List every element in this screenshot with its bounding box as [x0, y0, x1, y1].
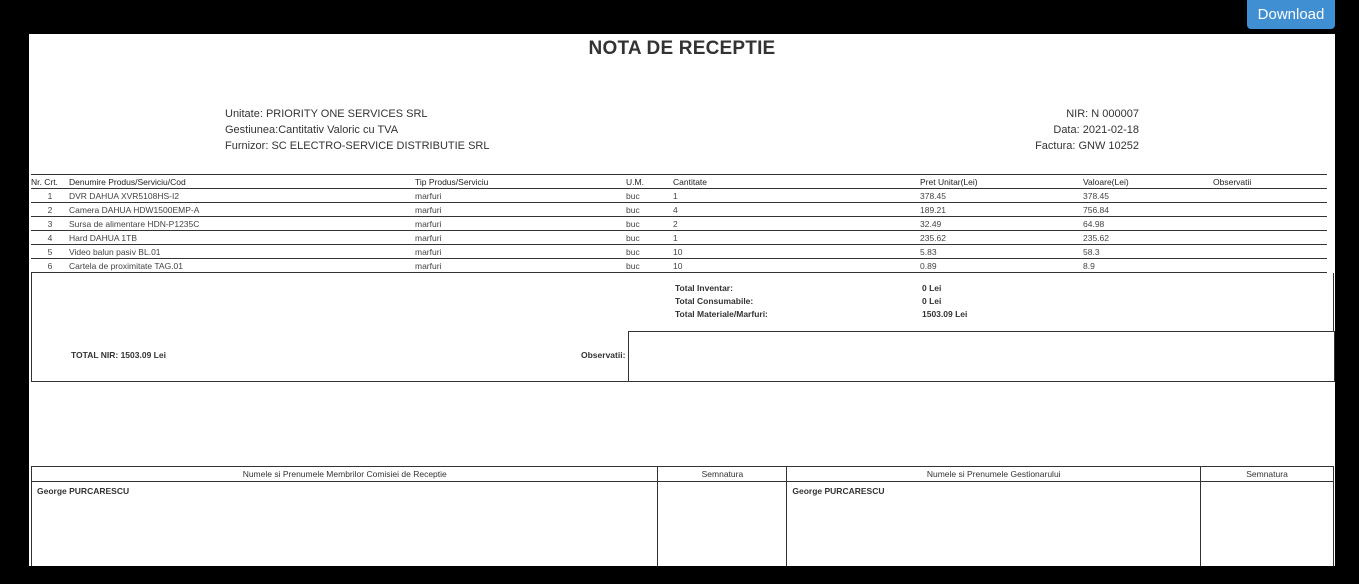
observatii-box: [628, 331, 1335, 382]
cell-um: buc: [626, 259, 673, 273]
col-um: U.M.: [626, 175, 673, 189]
cell-obs: [1213, 203, 1327, 217]
products-table: [31, 174, 1327, 273]
total-consumabile-value: 0 Lei: [922, 296, 942, 306]
col-tip: Tip Produs/Serviciu: [415, 175, 626, 189]
comisie-signature-cell: [658, 482, 787, 567]
cell-obs: [1213, 259, 1327, 273]
table-row: [31, 245, 1327, 259]
download-button[interactable]: Download: [1247, 0, 1335, 29]
cell-qty: 1: [673, 189, 920, 203]
cell-valoare: 756.84: [1083, 203, 1213, 217]
cell-pret: 189.21: [920, 203, 1083, 217]
total-materiale-value: 1503.09 Lei: [922, 309, 968, 319]
col-cantitate: Cantitate: [673, 175, 920, 189]
sub-totals: [675, 282, 967, 321]
gestionar-name: George PURCARESCU: [787, 482, 1201, 567]
divider: [31, 272, 32, 382]
cell-name: Sursa de alimentare HDN-P1235C: [69, 217, 415, 231]
signatures-table: [31, 466, 1334, 566]
cell-nr: 2: [31, 203, 69, 217]
comisie-member-name: George PURCARESCU: [32, 482, 658, 567]
cell-qty: 10: [673, 245, 920, 259]
cell-nr: 1: [31, 189, 69, 203]
cell-pret: 0.89: [920, 259, 1083, 273]
cell-name: Camera DAHUA HDW1500EMP-A: [69, 203, 415, 217]
cell-qty: 10: [673, 259, 920, 273]
cell-tip: marfuri: [415, 259, 626, 273]
cell-tip: marfuri: [415, 231, 626, 245]
cell-pret: 32.49: [920, 217, 1083, 231]
cell-valoare: 378.45: [1083, 189, 1213, 203]
cell-obs: [1213, 189, 1327, 203]
invoice-number: Factura: GNW 10252: [1035, 140, 1139, 152]
total-materiale-row: [675, 308, 967, 321]
cell-name: Cartela de proximitate TAG.01: [69, 259, 415, 273]
cell-pret: 235.62: [920, 231, 1083, 245]
unitate-text: Unitate: PRIORITY ONE SERVICES SRL: [225, 108, 428, 120]
col-gestionar-name: Numele si Prenumele Gestionarului: [787, 467, 1201, 482]
observatii-label: Observatii:: [581, 350, 626, 360]
cell-valoare: 235.62: [1083, 231, 1213, 245]
total-nir: TOTAL NIR: 1503.09 Lei: [71, 350, 166, 360]
gestionar-signature-cell: [1201, 482, 1334, 567]
total-inventar-label: Total Inventar:: [675, 283, 733, 293]
cell-qty: 4: [673, 203, 920, 217]
col-gestionar-signature: Semnatura: [1201, 467, 1334, 482]
document-title: NOTA DE RECEPTIE: [588, 38, 776, 59]
cell-um: buc: [626, 231, 673, 245]
cell-obs: [1213, 231, 1327, 245]
cell-um: buc: [626, 245, 673, 259]
cell-tip: marfuri: [415, 217, 626, 231]
cell-valoare: 58.3: [1083, 245, 1213, 259]
table-header-row: [31, 175, 1327, 189]
cell-tip: marfuri: [415, 189, 626, 203]
total-inventar-value: 0 Lei: [922, 283, 942, 293]
table-row: [31, 189, 1327, 203]
cell-valoare: 64.98: [1083, 217, 1213, 231]
signatures-header-row: [32, 467, 1334, 482]
cell-nr: 3: [31, 217, 69, 231]
col-observatii: Observatii: [1213, 175, 1327, 189]
gestiunea-text: Gestiunea:Cantitativ Valoric cu TVA: [225, 124, 399, 136]
cell-name: DVR DAHUA XVR5108HS-I2: [69, 189, 415, 203]
header-right: [1035, 106, 1139, 154]
cell-nr: 5: [31, 245, 69, 259]
cell-tip: marfuri: [415, 245, 626, 259]
document-date: Data: 2021-02-18: [1053, 124, 1139, 136]
cell-name: Video balun pasiv BL.01: [69, 245, 415, 259]
header-left: [225, 106, 489, 154]
cell-pret: 5.83: [920, 245, 1083, 259]
cell-obs: [1213, 245, 1327, 259]
furnizor-text: Furnizor: SC ELECTRO-SERVICE DISTRIBUTIE SRL: [225, 140, 490, 152]
table-row: [31, 203, 1327, 217]
total-consumabile-row: [675, 295, 967, 308]
cell-tip: marfuri: [415, 203, 626, 217]
col-nr-crt: Nr. Crt.: [31, 175, 69, 189]
cell-um: buc: [626, 217, 673, 231]
cell-nr: 4: [31, 231, 69, 245]
col-pret-unitar: Pret Unitar(Lei): [920, 175, 1083, 189]
cell-name: Hard DAHUA 1TB: [69, 231, 415, 245]
cell-qty: 1: [673, 231, 920, 245]
cell-qty: 2: [673, 217, 920, 231]
cell-valoare: 8.9: [1083, 259, 1213, 273]
col-comisie-names: Numele si Prenumele Membrilor Comisiei de Receptie: [32, 467, 658, 482]
col-denumire: Denumire Produs/Serviciu/Cod: [69, 175, 415, 189]
total-consumabile-label: Total Consumabile:: [675, 296, 754, 306]
table-row: [31, 259, 1327, 273]
table-row: [31, 231, 1327, 245]
col-comisie-signature: Semnatura: [658, 467, 787, 482]
table-row: [31, 217, 1327, 231]
cell-um: buc: [626, 189, 673, 203]
nir-number: NIR: N 000007: [1066, 108, 1139, 120]
signatures-row: [32, 482, 1334, 567]
total-inventar-row: [675, 282, 967, 295]
col-valoare: Valoare(Lei): [1083, 175, 1213, 189]
totals-section: [31, 273, 1334, 382]
cell-um: buc: [626, 203, 673, 217]
total-materiale-label: Total Materiale/Marfuri:: [675, 309, 768, 319]
document-page: [29, 34, 1335, 566]
cell-nr: 6: [31, 259, 69, 273]
cell-pret: 378.45: [920, 189, 1083, 203]
cell-obs: [1213, 217, 1327, 231]
